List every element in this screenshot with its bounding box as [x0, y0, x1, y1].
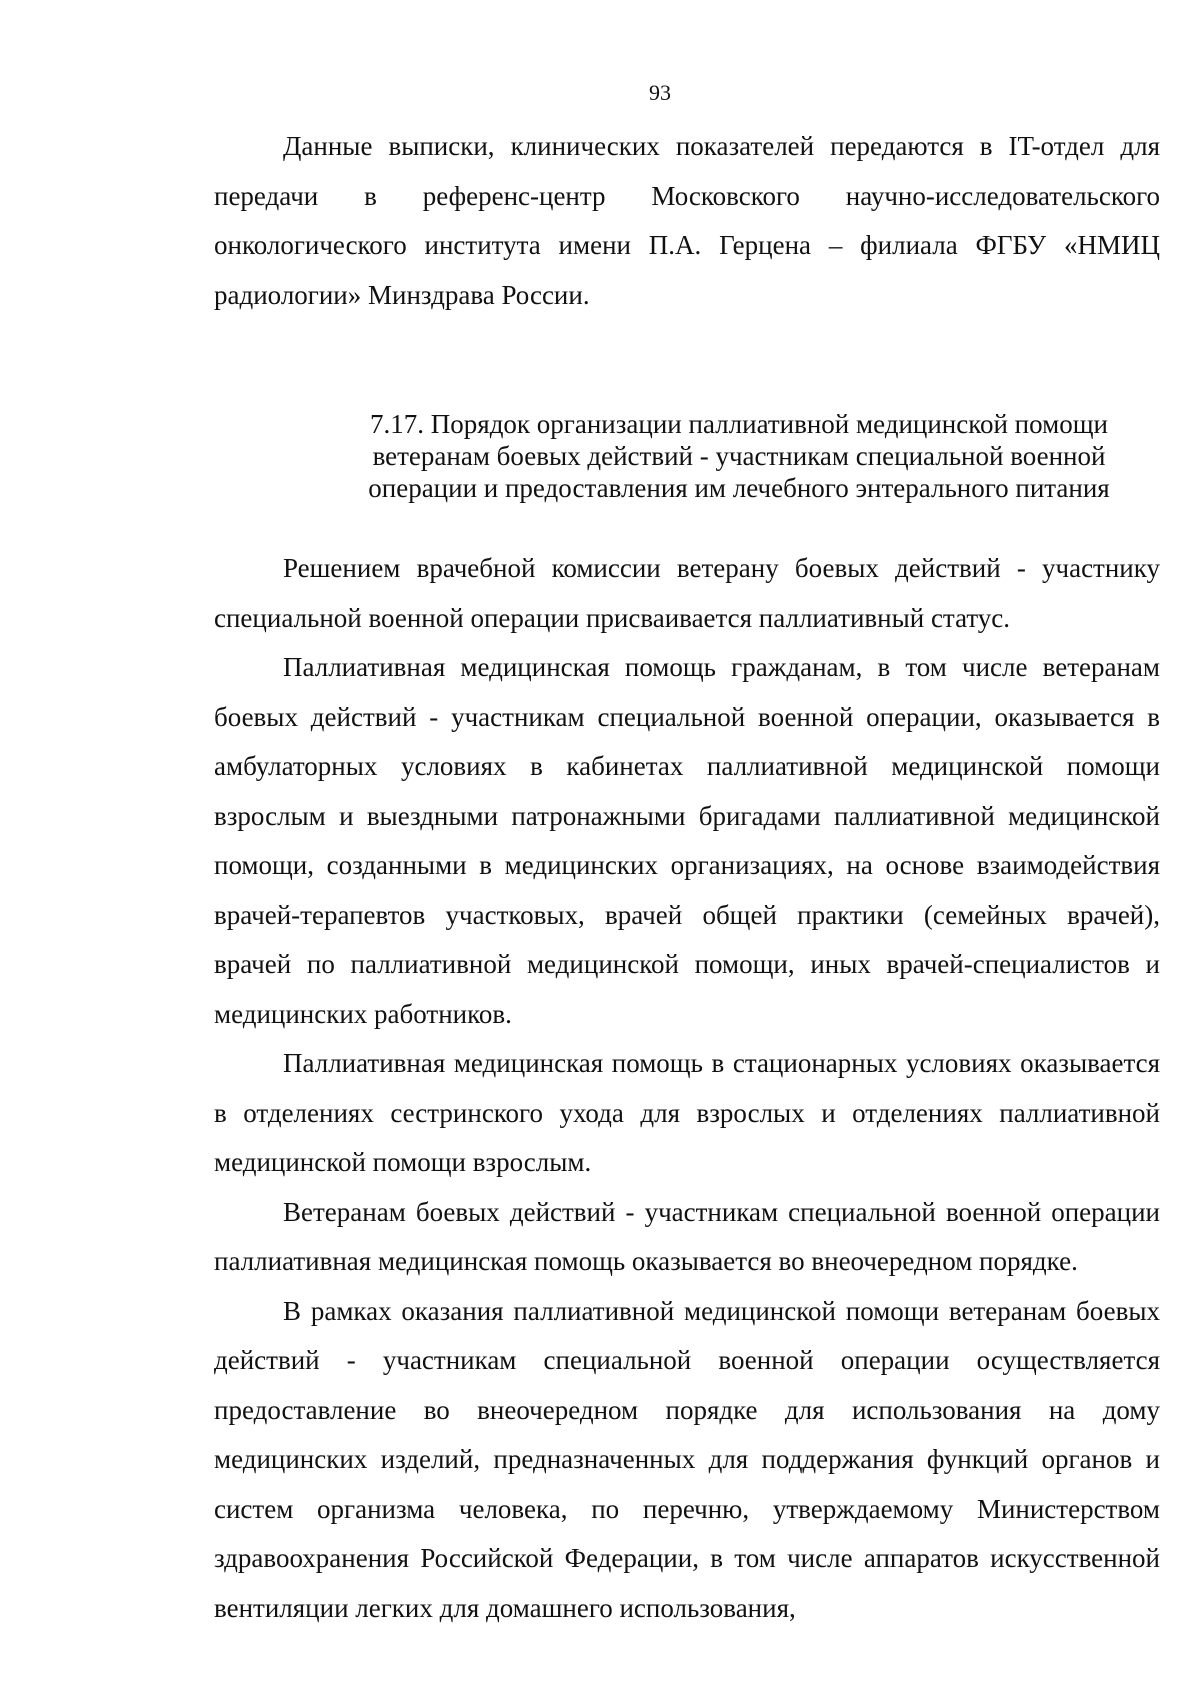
text-column [214, 122, 1160, 1633]
heading-spacer [214, 504, 1160, 544]
paragraph-data-transfer: Данные выписки, клинических показателей передаются в IT-отдел для передачи в референс-центр Московского научно-исследовательского онкологического института имени П.А. Герцена – филиала ФГБУ «НМИЦ радиологии» Минздрава России. [214, 131, 1160, 310]
paragraph-inpatient-care: Паллиативная медицинская помощь в стационарных условиях оказывается в отделениях сестринского ухода для взрослых и отделениях паллиативной медицинской помощи взрослым. [214, 1048, 1160, 1177]
paragraph-palliative-status: Решением врачебной комиссии ветерану боевых действий - участнику специальной военной операции присваивается паллиативный статус. [214, 553, 1160, 633]
paragraph-priority-order: Ветеранам боевых действий - участникам специальной военной операции паллиативная медицинская помощь оказывается во внеочередном порядке. [214, 1196, 1160, 1276]
page-number: 93 [649, 80, 671, 105]
paragraph-outpatient-care: Паллиативная медицинская помощь гражданам, в том числе ветеранам боевых действий - участникам специальной военной операции, оказывается в амбулаторных условиях в кабинетах паллиативной медицинской помощи взрослым и выездными патронажными бригадами паллиативной медицинской помощи, созданными в медицинских организациях, на основе взаимодействия врачей-терапевтов участковых, врачей общей практики (семейных врачей), врачей по паллиативной медицинской помощи, иных врачей-специалистов и медицинских работников. [214, 652, 1160, 1029]
paragraph-medical-devices: В рамках оказания паллиативной медицинской помощи ветеранам боевых действий - участникам специальной военной операции осуществляется предоставление во внеочередном порядке для использования на дому медицинских изделий, предназначенных для поддержания функций органов и систем организма человека, по перечню, утверждаемому Министерством здравоохранения Российской Федерации, в том числе аппаратов искусственной вентиляции легких для домашнего использования, [214, 1295, 1160, 1623]
section-heading: 7.17. Порядок организации паллиативной медицинской помощи ветеранам боевых действий - участникам специальной военной операции и предоставления им лечебного энтерального питания [368, 409, 1110, 503]
